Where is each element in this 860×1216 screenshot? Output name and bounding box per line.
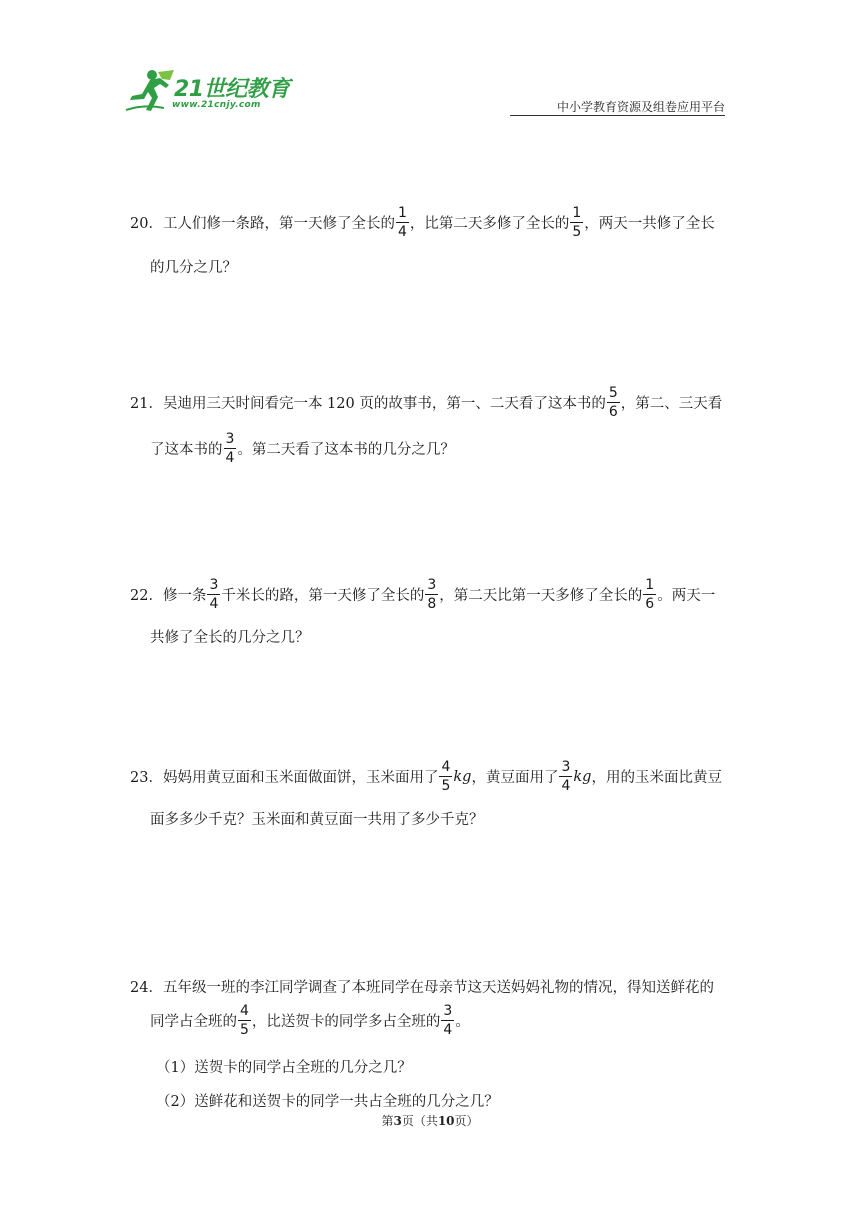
question-line: [150, 1004, 470, 1037]
denominator: 5: [240, 1022, 249, 1038]
denominator: 4: [443, 1022, 453, 1038]
numerator: 4: [240, 1003, 249, 1019]
denominator: 8: [427, 596, 437, 612]
denominator: 5: [572, 224, 582, 240]
denominator: 4: [209, 596, 219, 612]
denominator: 5: [441, 778, 451, 794]
total-pages: 10: [437, 1114, 455, 1128]
header-divider: [510, 115, 725, 116]
numerator: 3: [561, 759, 571, 775]
page-header: [0, 0, 860, 130]
question-number: 20．: [130, 216, 163, 232]
numerator: 1: [572, 205, 582, 221]
fraction: [439, 760, 452, 793]
page-number: 3: [393, 1114, 402, 1128]
numerator: 3: [209, 577, 219, 593]
question-line: [150, 626, 310, 647]
question-text: 的几分之几？: [150, 260, 237, 276]
sub-question-2: （2）送鲜花和送贺卡的同学一共占全班的几分之几？: [156, 1094, 499, 1110]
denominator: 4: [397, 224, 407, 240]
question-line: [130, 386, 722, 419]
fraction: [643, 578, 656, 611]
question-text: 。两天一: [657, 588, 716, 604]
fraction: [224, 432, 237, 465]
question-text: ，两天一共修了全长: [584, 216, 715, 232]
question-text: ，用的玉米面比黄豆: [591, 770, 722, 786]
fraction: [441, 1004, 454, 1037]
question-line: [130, 976, 714, 997]
fraction: [570, 206, 583, 239]
question-text: 工人们修一条路，第一天修了全长的: [162, 216, 395, 232]
fraction: [207, 578, 220, 611]
unit-label: kg: [573, 768, 592, 785]
denominator: 4: [225, 450, 235, 466]
sub-question-1: （1）送贺卡的同学占全班的几分之几？: [156, 1060, 412, 1076]
denominator: 6: [608, 404, 618, 420]
question-text: 五年级一班的李江同学调查了本班同学在母亲节这天送妈妈礼物的情况，得知送鲜花的: [162, 980, 714, 996]
footer-text: 第: [381, 1114, 394, 1128]
numerator: 1: [645, 577, 655, 593]
question-text: 。第二天看了这本书的几分之几？: [237, 442, 455, 458]
fraction: [607, 386, 620, 419]
question-number: 24．: [130, 980, 163, 996]
numerator: 4: [441, 759, 451, 775]
question-text: 千米长的路，第一天修了全长的: [221, 588, 425, 604]
logo: [124, 66, 294, 118]
fraction: [396, 206, 409, 239]
question-text: 同学占全班的: [150, 1014, 237, 1030]
question-text: ，第二、三天看: [620, 396, 723, 412]
question-text: ，比送贺卡的同学多占全班的: [251, 1014, 441, 1030]
question-line: [150, 808, 484, 829]
numerator: 1: [397, 205, 407, 221]
question-line: [130, 578, 715, 611]
question-text: 了这本书的: [150, 442, 223, 458]
question-text: 。: [455, 1014, 470, 1030]
question-line: [150, 256, 237, 277]
question-text: 修一条: [162, 588, 207, 604]
logo-url: www.21cnjy.com: [172, 100, 261, 110]
question-text: 吴迪用三天时间看完一本 120 页的故事书，第一、二天看了这本书的: [162, 396, 606, 412]
question-number: 21．: [130, 396, 163, 412]
footer-text: 页（共: [401, 1114, 438, 1128]
question-text: ，比第二天多修了全长的: [409, 216, 570, 232]
numerator: 3: [427, 577, 437, 593]
fraction: [559, 760, 572, 793]
numerator: 3: [225, 431, 235, 447]
numerator: 5: [608, 385, 618, 401]
unit-label: kg: [453, 768, 472, 785]
question-text: 共修了全长的几分之几？: [150, 630, 310, 646]
question-line: [130, 760, 722, 793]
numerator: 3: [443, 1003, 453, 1019]
question-line: [130, 206, 715, 239]
question-text: 面多多少千克？玉米面和黄豆面一共用了多少千克？: [150, 812, 484, 828]
question-number: 22．: [130, 588, 163, 604]
denominator: 4: [561, 778, 571, 794]
fraction: [238, 1004, 251, 1037]
question-text: ，第二天比第一天多修了全长的: [439, 588, 643, 604]
footer-text: 页）: [454, 1114, 479, 1128]
runner-icon: [124, 66, 176, 116]
question-text: 妈妈用黄豆面和玉米面做面饼，玉米面用了: [162, 770, 439, 786]
question-line: [150, 432, 455, 465]
header-tagline: 中小学教育资源及组卷应用平台: [556, 100, 725, 114]
logo-text: 21世纪教育: [174, 77, 290, 102]
denominator: 6: [645, 596, 655, 612]
question-number: 23．: [130, 770, 163, 786]
fraction: [425, 578, 438, 611]
page-footer: [0, 1112, 860, 1129]
question-text: ，黄豆面用了: [471, 770, 559, 786]
